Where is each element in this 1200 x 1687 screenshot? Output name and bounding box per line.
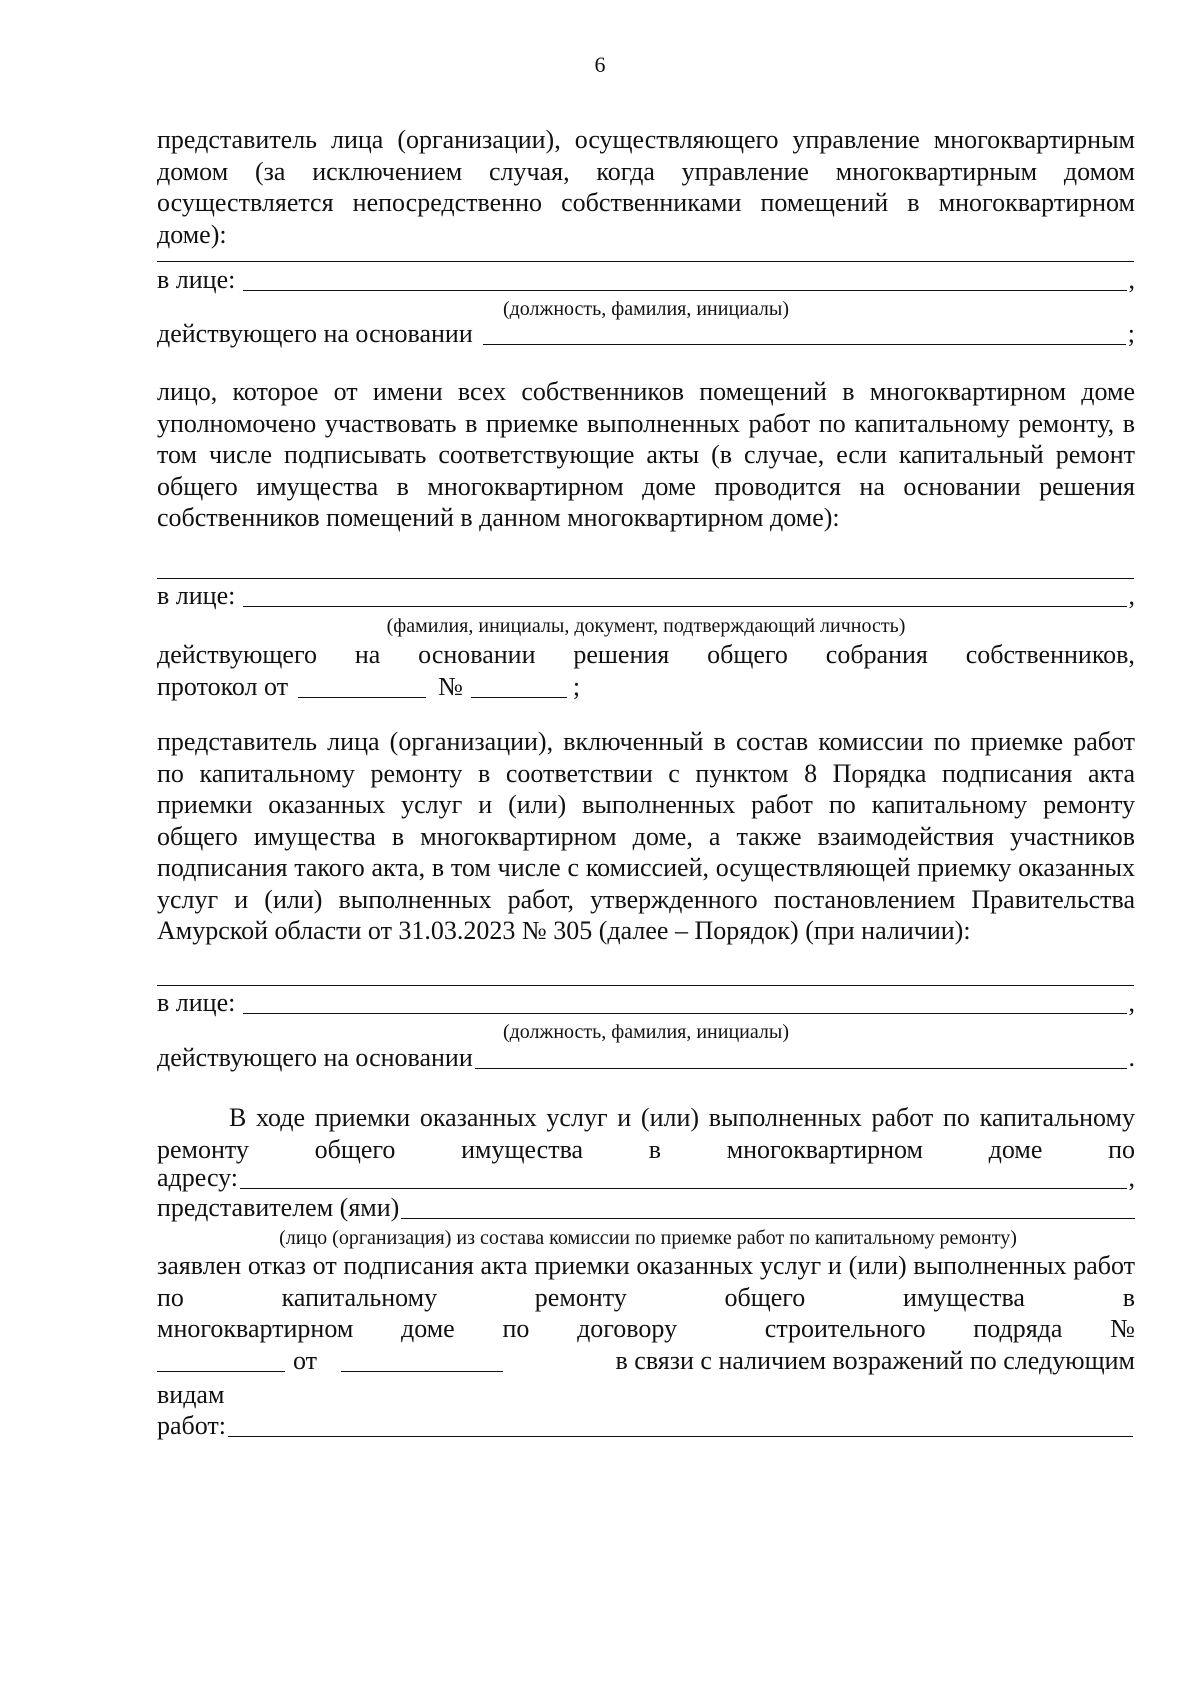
types-line bbox=[157, 1379, 1135, 1411]
address-label: адресу: bbox=[157, 1163, 239, 1192]
in-person-label: в лице: bbox=[157, 265, 236, 294]
acting-basis-line-1 bbox=[157, 318, 1135, 350]
period: . bbox=[1128, 1043, 1135, 1072]
works-line bbox=[157, 1410, 1135, 1442]
comma: , bbox=[1128, 988, 1135, 1017]
address-line bbox=[157, 1162, 1135, 1194]
contract-date-field[interactable] bbox=[341, 1371, 503, 1372]
contract-word: многоквартирном bbox=[157, 1314, 354, 1343]
in-person-label: в лице: bbox=[157, 581, 236, 610]
semicolon: ; bbox=[1127, 319, 1135, 348]
contract-number-line bbox=[157, 1345, 1135, 1377]
contract-word: подряда bbox=[973, 1314, 1063, 1343]
refusal-paragraph: заявлен отказ от подписания акта приемки оказанных услуг и (или) выполненных работ по капитальному ремонту общего имущества в bbox=[157, 1251, 1135, 1312]
acting-word: собрания bbox=[825, 640, 928, 669]
management-organization-paragraph: представитель лица (организации), осуществляющего управление многоквартирным домом (за исключением случая, когда управление многоквартирным домом осуществляется непосредственно собственниками помещений в многоквартирном доме): bbox=[157, 125, 1135, 249]
in-person-field[interactable] bbox=[243, 606, 1126, 607]
works-field[interactable] bbox=[228, 1436, 1133, 1437]
representatives-line bbox=[157, 1192, 1135, 1224]
owners-representative-line[interactable] bbox=[157, 578, 1134, 579]
contract-word: договору bbox=[577, 1314, 678, 1343]
in-person-line-2 bbox=[157, 580, 1135, 612]
acting-basis-line-3 bbox=[157, 1042, 1135, 1074]
in-person-field[interactable] bbox=[243, 290, 1126, 291]
acting-word: основании bbox=[418, 640, 536, 669]
acting-word: на bbox=[354, 640, 381, 669]
organization-name-line[interactable] bbox=[157, 261, 1134, 262]
in-person-line-1 bbox=[157, 264, 1135, 296]
commission-representative-line[interactable] bbox=[157, 985, 1134, 986]
acting-basis-field[interactable] bbox=[475, 1068, 1127, 1069]
works-label: работ: bbox=[157, 1411, 227, 1440]
in-person-field[interactable] bbox=[243, 1013, 1126, 1014]
acting-word: действующего bbox=[157, 640, 317, 669]
protocol-line bbox=[157, 671, 1135, 703]
semicolon: ; bbox=[572, 672, 581, 701]
in-person-label: в лице: bbox=[157, 988, 236, 1017]
types-label: видам bbox=[157, 1380, 225, 1409]
representatives-field[interactable] bbox=[401, 1218, 1135, 1219]
protocol-date-field[interactable] bbox=[298, 697, 426, 698]
address-field[interactable] bbox=[240, 1188, 1126, 1189]
position-name-hint: (должность, фамилия, инициалы) bbox=[502, 1021, 790, 1043]
acting-meeting-line bbox=[157, 639, 1135, 671]
representatives-label: представителем (ями) bbox=[157, 1193, 400, 1222]
comma: , bbox=[1128, 1163, 1135, 1192]
acting-basis-label: действующего на основании bbox=[157, 319, 473, 348]
page-number: 6 bbox=[594, 52, 606, 77]
refusal-intro-paragraph: В ходе приемки оказанных услуг и (или) выполненных работ по капитальному ремонту общего имущества в многоквартирном доме по bbox=[157, 1103, 1135, 1164]
protocol-number-field[interactable] bbox=[471, 697, 567, 698]
comma: , bbox=[1128, 265, 1135, 294]
contract-word: строительного bbox=[764, 1314, 926, 1343]
contract-number-field[interactable] bbox=[157, 1371, 285, 1372]
owners-representative-paragraph: лицо, которое от имени всех собственников помещений в многоквартирном доме уполномочено участвовать в приемке выполненных работ по капитальному ремонту, в том числе подписывать соответствующие акты (в случае, если капитальный ремонт общего имущества в многоквартирном доме проводится на основании решения собственников помещений в данном многоквартирном доме): bbox=[157, 377, 1135, 532]
protocol-label: протокол от bbox=[157, 672, 289, 701]
acting-basis-field[interactable] bbox=[483, 344, 1126, 345]
commission-representative-paragraph: представитель лица (организации), включенный в состав комиссии по приемке работ по капитальному ремонту в соответствии с пунктом 8 Порядка подписания акта приемки оказанных услуг и (или) выполненных работ по капитальному ремонту общего имущества в многоквартирном доме, а также взаимодействия участников подписания такого акта, в том числе с комиссией, осуществляющей приемку оказанных услуг и (или) выполненных работ, утвержденного постановлением Правительства Амурской области от 31.03.2023 № 305 (далее – Порядок) (при наличии): bbox=[157, 727, 1135, 945]
comma: , bbox=[1128, 581, 1135, 610]
objections-text: в связи с наличием возражений по следующим bbox=[615, 1346, 1135, 1375]
contract-word: № bbox=[1110, 1314, 1135, 1343]
acting-word: решения bbox=[573, 640, 670, 669]
identity-document-hint: (фамилия, инициалы, документ, подтверждающий личность) bbox=[386, 615, 906, 637]
acting-word: общего bbox=[707, 640, 788, 669]
acting-basis-label: действующего на основании bbox=[157, 1043, 473, 1072]
contract-word: по bbox=[502, 1314, 530, 1343]
acting-word: собственников, bbox=[965, 640, 1135, 669]
in-person-line-3 bbox=[157, 987, 1135, 1019]
position-name-hint: (должность, фамилия, инициалы) bbox=[502, 298, 790, 320]
contract-word: доме bbox=[401, 1314, 455, 1343]
commission-member-hint: (лицо (организация) из состава комиссии по приемке работ по капитальному ремонту) bbox=[279, 1227, 1017, 1249]
from-label: от bbox=[293, 1346, 318, 1375]
number-sign: № bbox=[438, 672, 463, 701]
contract-line bbox=[157, 1313, 1135, 1345]
